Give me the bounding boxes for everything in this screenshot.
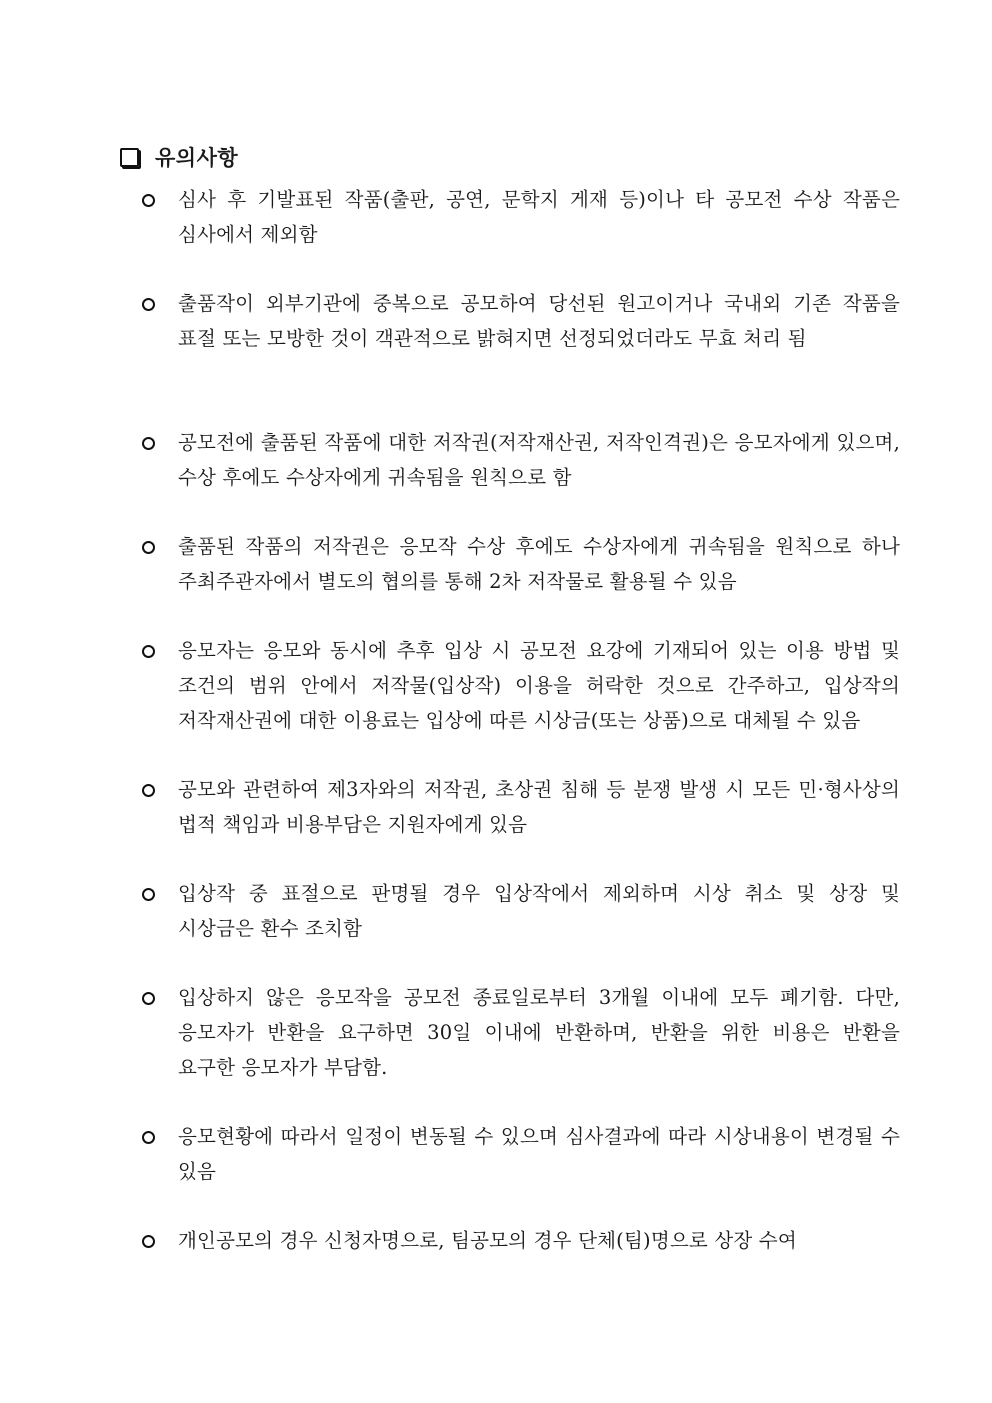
circle-bullet-icon [142, 888, 155, 901]
list-item [140, 1229, 900, 1258]
list-item-text: 공모전에 출품된 작품에 대한 저작권(저작재산권, 저작인격권)은 응모자에게 있으며, 수상 후에도 수상자에게 귀속됨을 원칙으로 함 [178, 431, 900, 489]
circle-bullet-icon [142, 645, 155, 658]
checkbox-icon [120, 148, 139, 167]
list-item-text: 입상작 중 표절으로 판명될 경우 입상작에서 제외하며 시상 취소 및 상장 및 시상금은 환수 조치함 [178, 882, 900, 940]
list-item [140, 535, 900, 599]
circle-bullet-icon [142, 541, 155, 554]
list-item-text: 개인공모의 경우 신청자명으로, 팀공모의 경우 단체(팀)명으로 상장 수여 [178, 1229, 797, 1252]
list-item [140, 1125, 900, 1189]
list-item-text: 공모와 관련하여 제3자와의 저작권, 초상권 침해 등 분쟁 발생 시 모든 민·형사상의 법적 책임과 비용부담은 지원자에게 있음 [178, 778, 900, 836]
circle-bullet-icon [142, 992, 155, 1005]
list-item [140, 778, 900, 842]
circle-bullet-icon [142, 437, 155, 450]
section-heading [120, 141, 238, 173]
list-item-text: 출품된 작품의 저작권은 응모작 수상 후에도 수상자에게 귀속됨을 원칙으로 하나 주최주관자에서 별도의 협의를 통해 2차 저작물로 활용될 수 있음 [178, 535, 900, 593]
list-item [140, 639, 900, 738]
list-item-text: 응모현황에 따라서 일정이 변동될 수 있으며 심사결과에 따라 시상내용이 변경될 수 있음 [178, 1125, 900, 1183]
list-item-text: 출품작이 외부기관에 중복으로 공모하여 당선된 원고이거나 국내외 기존 작품을 표절 또는 모방한 것이 객관적으로 밝혀지면 선정되었더라도 무효 처리 됨 [178, 292, 900, 350]
list-item-text: 입상하지 않은 응모작을 공모전 종료일로부터 3개월 이내에 모두 폐기함. 다만, 응모자가 반환을 요구하면 30일 이내에 반환하며, 반환을 위한 비용은 반환을 요구한 응모자가 부담함. [178, 986, 900, 1079]
list-item-text: 응모자는 응모와 동시에 추후 입상 시 공모전 요강에 기재되어 있는 이용 방법 및 조건의 범위 안에서 저작물(입상작) 이용을 허락한 것으로 간주하고, 입상작의 저작재산권에 대한 이용료는 입상에 따른 시상금(또는 상품)으로 대체될 수 있음 [178, 639, 900, 732]
circle-bullet-icon [142, 784, 155, 797]
list-item [140, 431, 900, 495]
list-item [140, 292, 900, 356]
circle-bullet-icon [142, 1131, 155, 1144]
circle-bullet-icon [142, 194, 155, 207]
circle-bullet-icon [142, 298, 155, 311]
list-item [140, 882, 900, 946]
list-item [140, 188, 900, 252]
circle-bullet-icon [142, 1235, 155, 1248]
list-item-text: 심사 후 기발표된 작품(출판, 공연, 문학지 게재 등)이나 타 공모전 수상 작품은 심사에서 제외함 [178, 188, 900, 246]
section-title: 유의사항 [155, 146, 239, 170]
list-item [140, 986, 900, 1085]
